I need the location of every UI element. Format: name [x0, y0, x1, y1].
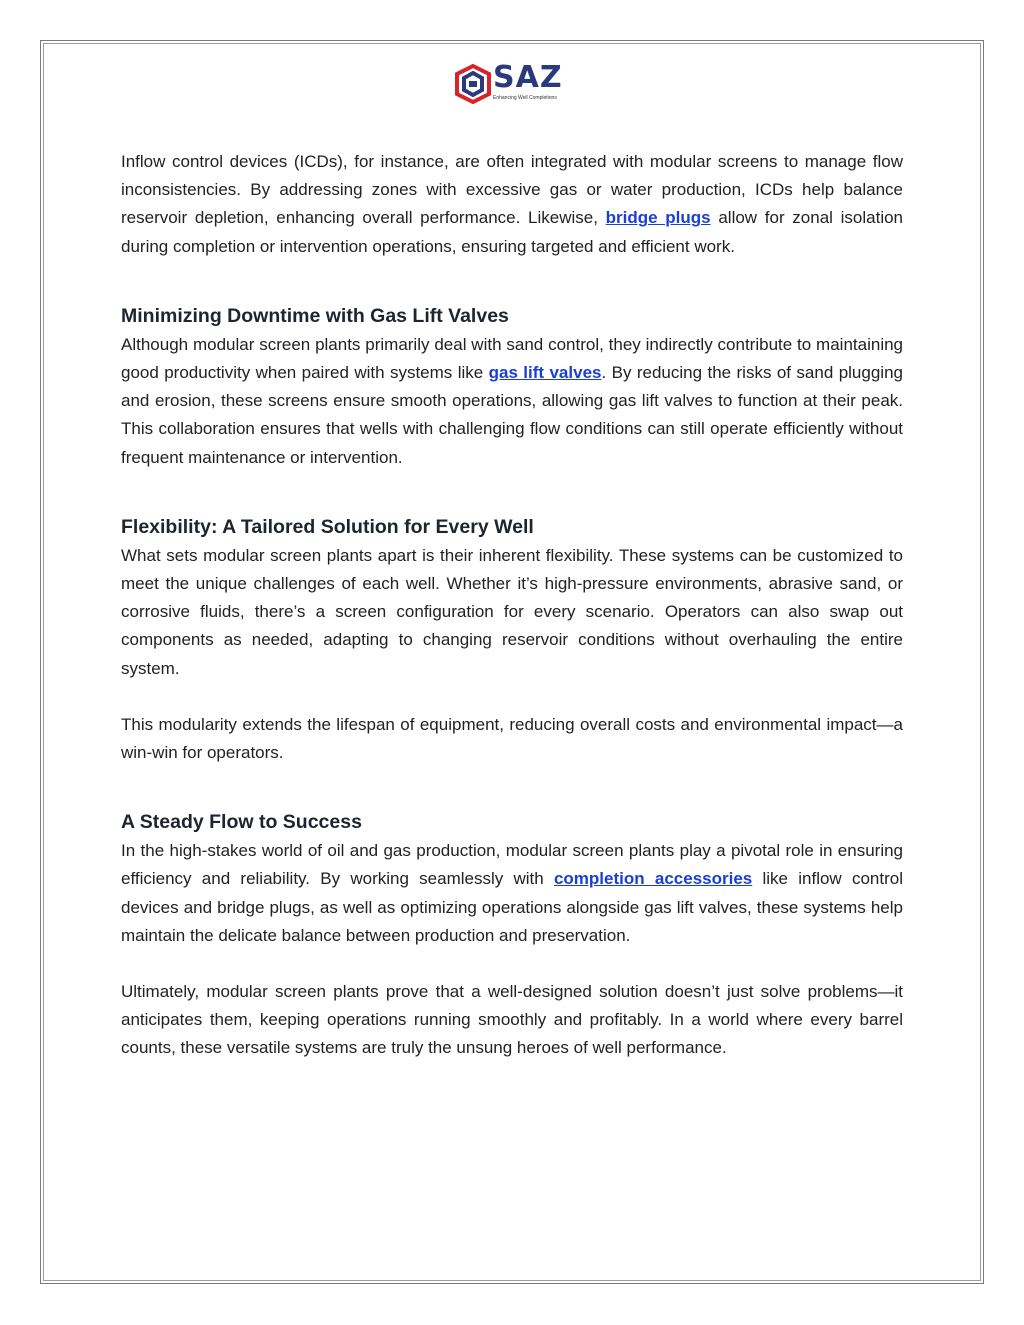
section-heading-gas-lift: Minimizing Downtime with Gas Lift Valves — [121, 304, 509, 327]
modularity-paragraph: This modularity extends the lifespan of equipment, reducing overall costs and environmental impact—a win-win for operators. — [121, 714, 903, 763]
bridge-plugs-link[interactable]: bridge plugs — [605, 208, 711, 228]
gas-lift-text-end: . By reducing the risks of sand plugging and erosion, these screens ensure smooth operations, allowing gas lift valves to function at their peak. This collaboration ensures that wells with challenging flow conditions can still operate efficiently without frequent maintenance or intervention. — [121, 363, 903, 467]
gas-lift-text-start: Although modular screen plants primarily deal with sand control, they indirectly contribute to maintaining good productivity when paired with systems like — [121, 334, 903, 383]
flexibility-paragraph: What sets modular screen plants apart is their inherent flexibility. These systems can be customized to meet the unique challenges of each well. Whether it’s high-pressure environments, abrasive sand, or corrosive fluids, there’s a screen configuration for every scenario. Operators can also swap out components as needed, adapting to changing reservoir conditions without overhauling the entire system. — [121, 545, 903, 678]
intro-text-end: allow for zonal isolation during completion or intervention operations, ensuring targeted and efficient work. — [121, 208, 904, 256]
section-heading-flexibility: Flexibility: A Tailored Solution for Every Well — [121, 515, 534, 538]
intro-text-start: Inflow control devices (ICDs), for instance, are often integrated with modular screens to manage flow inconsistencies. By addressing zones with excessive gas or water production, ICDs help balance reservoir depletion, enhancing overall performance. Likewise, — [121, 152, 903, 228]
document-body — [121, 148, 903, 1063]
gas-lift-valves-link[interactable]: gas lift valves — [488, 363, 602, 383]
conclusion-paragraph: Ultimately, modular screen plants prove that a well-designed solution doesn’t just solve problems—it anticipates them, keeping operations running smoothly and profitably. In a world where every barrel counts, these versatile systems are truly the unsung heroes of well performance. — [121, 982, 903, 1058]
completion-accessories-link[interactable]: completion accessories — [553, 869, 753, 889]
gas-lift-paragraph — [121, 331, 903, 472]
steady-flow-text-start: In the high-stakes world of oil and gas production, modular screen plants play a pivotal role in ensuring efficiency and reliability. By working seamlessly with — [121, 841, 903, 889]
logo-wordmark: SAZ — [493, 60, 563, 95]
section-heading-steady-flow: A Steady Flow to Success — [121, 811, 362, 834]
logo-tagline: Enhancing Well Completions — [493, 95, 557, 101]
steady-flow-paragraph — [121, 837, 903, 950]
saz-shield-icon — [455, 64, 491, 104]
intro-paragraph — [121, 148, 903, 261]
steady-flow-text-end: like inflow control devices and bridge plugs, as well as optimizing operations alongside gas lift valves, these systems help maintain the delicate balance between production and preservation. — [121, 869, 903, 945]
saz-logo — [455, 60, 575, 108]
